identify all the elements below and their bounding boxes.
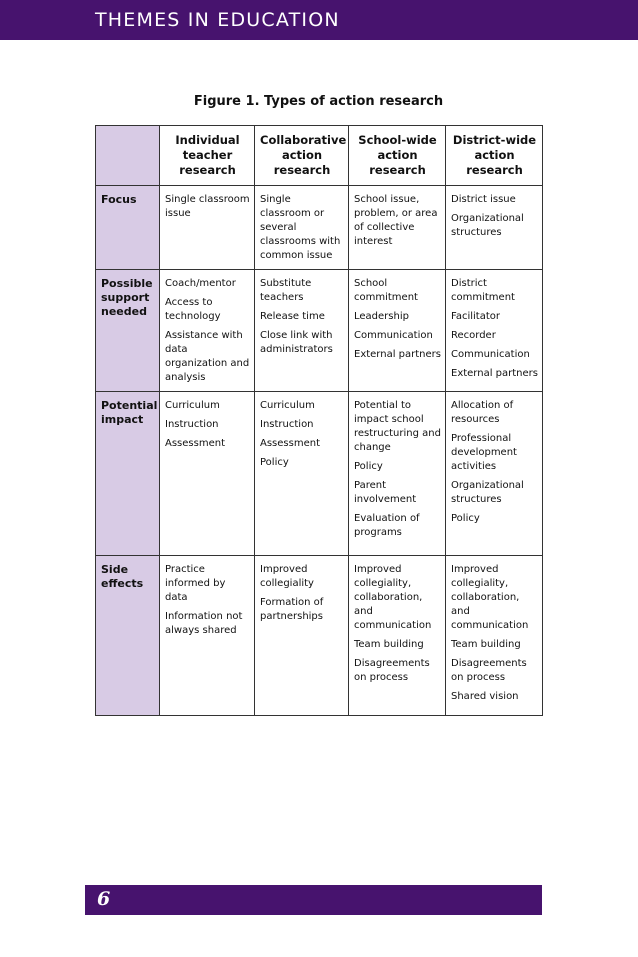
cell-item: Allocation of resources: [451, 400, 514, 425]
table-cell: [255, 186, 349, 270]
corner-cell: [96, 126, 160, 186]
cell-item: District commitment: [451, 278, 515, 303]
cell-item: Disagreements on process: [354, 658, 430, 683]
table-cell: [446, 392, 543, 556]
cell-item: District issue: [451, 194, 516, 205]
cell-item: Recorder: [451, 330, 496, 341]
cell-item: Policy: [354, 461, 383, 472]
cell-item: Assessment: [260, 438, 320, 449]
table-cell: [446, 556, 543, 716]
cell-item: Professional development activities: [451, 433, 517, 472]
row-header: Focus: [96, 186, 160, 270]
column-header: District-wide action research: [446, 126, 543, 186]
page-number: 6: [97, 888, 111, 910]
cell-item: Close link with administrators: [260, 330, 333, 355]
table-row: [96, 186, 543, 270]
table-cell: [160, 186, 255, 270]
figure-title: Figure 1. Types of action research: [193, 94, 444, 109]
cell-item: Single classroom issue: [165, 194, 250, 219]
cell-item: Leadership: [354, 311, 409, 322]
table-cell: [349, 270, 446, 392]
row-header: Possible support needed: [96, 270, 160, 392]
table-cell: [349, 392, 446, 556]
cell-item: School issue, problem, or area of collective interest: [354, 194, 438, 247]
row-header: Potential impact: [96, 392, 160, 556]
cell-item: Policy: [451, 513, 480, 524]
table-cell: [255, 392, 349, 556]
table-cell: [255, 270, 349, 392]
table-row: [96, 556, 543, 716]
table-row: [96, 392, 543, 556]
cell-item: Disagreements on process: [451, 658, 527, 683]
header-title: THEMES IN EDUCATION: [95, 9, 340, 31]
table-cell: [446, 186, 543, 270]
cell-item: Policy: [260, 457, 289, 468]
cell-item: Facilitator: [451, 311, 500, 322]
cell-item: Organizational structures: [451, 480, 524, 505]
cell-item: Potential to impact school restructuring and change: [354, 400, 441, 453]
cell-item: Communication: [354, 330, 433, 341]
cell-item: Curriculum: [165, 400, 220, 411]
cell-item: External partners: [354, 349, 441, 360]
cell-item: Instruction: [165, 419, 219, 430]
header-bar: [0, 0, 638, 40]
cell-item: Single classroom or several classrooms with common issue: [260, 194, 341, 261]
table-cell: [349, 186, 446, 270]
cell-item: Team building: [354, 639, 424, 650]
cell-item: Assistance with data organization and analysis: [165, 330, 250, 383]
table-cell: [160, 392, 255, 556]
cell-item: Evaluation of programs: [354, 513, 420, 538]
table-cell: [255, 556, 349, 716]
table-cell: [160, 270, 255, 392]
row-header: Side effects: [96, 556, 160, 716]
cell-item: Release time: [260, 311, 325, 322]
table-header-row: [96, 126, 543, 186]
action-research-table: [95, 125, 543, 716]
table-cell: [349, 556, 446, 716]
cell-item: Improved collegiality, collaboration, and communication: [451, 564, 529, 631]
cell-item: School commitment: [354, 278, 418, 303]
cell-item: Access to technology: [165, 297, 221, 322]
cell-item: Improved collegiality, collaboration, and communication: [354, 564, 432, 631]
table-cell: [446, 270, 543, 392]
column-header: Individual teacher research: [160, 126, 255, 186]
cell-item: Instruction: [260, 419, 314, 430]
cell-item: Substitute teachers: [260, 278, 312, 303]
cell-item: Organizational structures: [451, 213, 524, 238]
table-cell: [160, 556, 255, 716]
cell-item: Parent involvement: [354, 480, 417, 505]
cell-item: Assessment: [165, 438, 225, 449]
column-header: Collaborative action research: [255, 126, 349, 186]
table-row: [96, 270, 543, 392]
cell-item: Information not always shared: [165, 611, 243, 636]
column-header: School-wide action research: [349, 126, 446, 186]
cell-item: Improved collegiality: [260, 564, 314, 589]
cell-item: Formation of partnerships: [260, 597, 324, 622]
cell-item: Shared vision: [451, 691, 519, 702]
cell-item: Team building: [451, 639, 521, 650]
cell-item: Coach/mentor: [165, 278, 236, 289]
footer-bar: [85, 885, 542, 915]
cell-item: Communication: [451, 349, 530, 360]
cell-item: External partners: [451, 368, 538, 379]
cell-item: Practice informed by data: [165, 564, 226, 603]
cell-item: Curriculum: [260, 400, 315, 411]
